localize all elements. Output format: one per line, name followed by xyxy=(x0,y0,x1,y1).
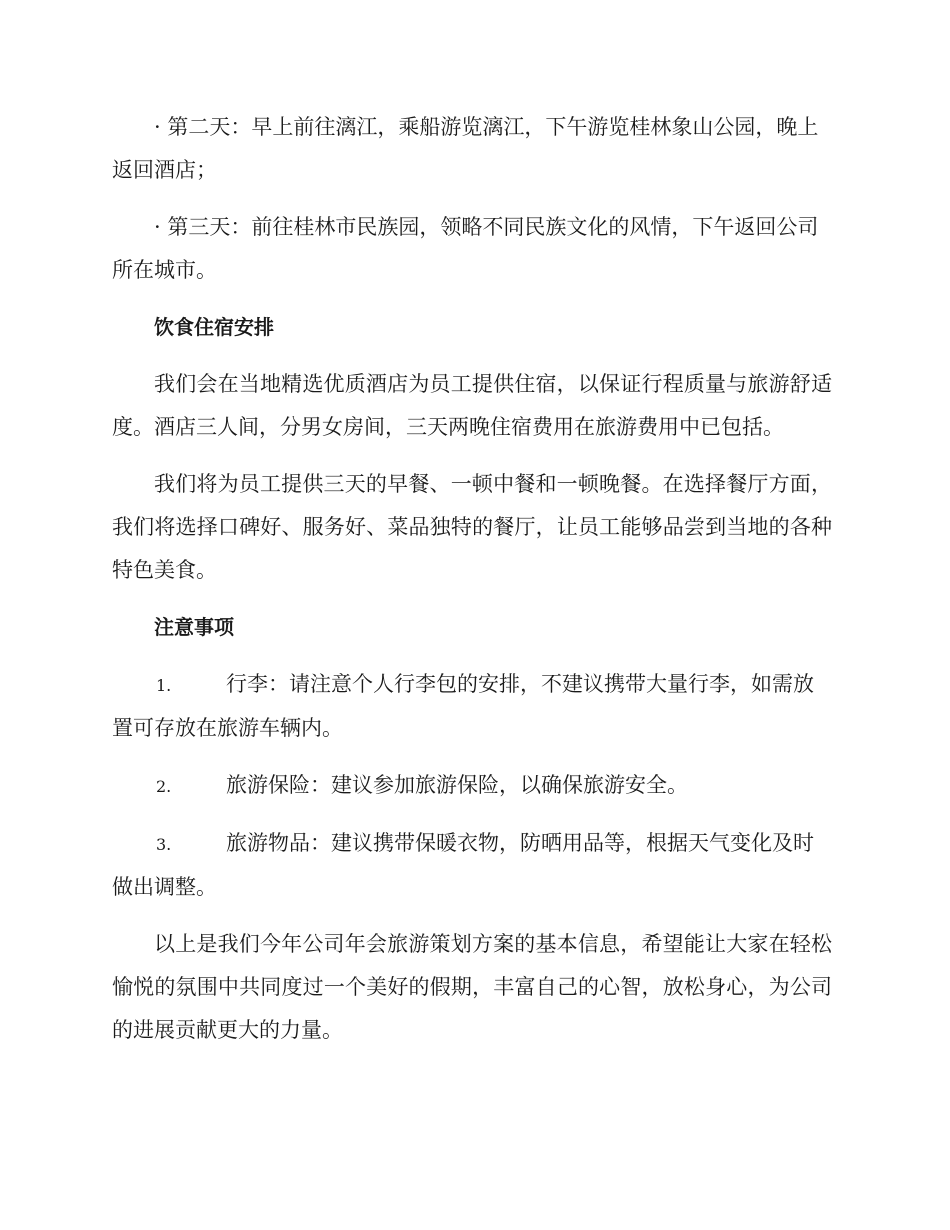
dining-paragraph: 我们将为员工提供三天的早餐、一顿中餐和一顿晚餐。在选择餐厅方面，我们将选择口碑好、服务好、菜品独特的餐厅，让员工能够品尝到当地的各种特色美食。 xyxy=(112,472,832,582)
list-number: 3. xyxy=(156,835,172,854)
itinerary-day3: · 第三天：前往桂林市民族园，领略不同民族文化的风情，下午返回公司所在城市。 xyxy=(112,215,819,282)
list-text: 行李：请注意个人行李包的安排，不建议携带大量行李，如需放置可存放在旅游车辆内。 xyxy=(112,672,814,740)
list-text: 旅游物品：建议携带保暖衣物，防晒用品等，根据天气变化及时做出调整。 xyxy=(112,831,814,899)
list-number: 2. xyxy=(156,777,172,796)
dining-lodging-heading: 饮食住宿安排 xyxy=(154,315,274,339)
lodging-paragraph: 我们会在当地精选优质酒店为员工提供住宿，以保证行程质量与旅游舒适度。酒店三人间，分男女房间，三天两晚住宿费用在旅游费用中已包括。 xyxy=(112,372,832,439)
list-item xyxy=(112,663,832,750)
list-number: 1. xyxy=(156,676,172,695)
conclusion-paragraph: 以上是我们今年公司年会旅游策划方案的基本信息，希望能让大家在轻松愉悦的氛围中共同度过一个美好的假期，丰富自己的心智，放松身心，为公司的进展贡献更大的力量。 xyxy=(112,932,832,1042)
itinerary-day2: · 第二天：早上前往漓江，乘船游览漓江，下午游览桂林象山公园，晚上返回酒店； xyxy=(112,115,819,182)
list-item xyxy=(112,822,832,909)
document-page xyxy=(112,106,832,1066)
list-item xyxy=(112,764,832,808)
notes-heading: 注意事项 xyxy=(154,615,234,639)
list-text: 旅游保险：建议参加旅游保险，以确保旅游安全。 xyxy=(226,773,688,797)
